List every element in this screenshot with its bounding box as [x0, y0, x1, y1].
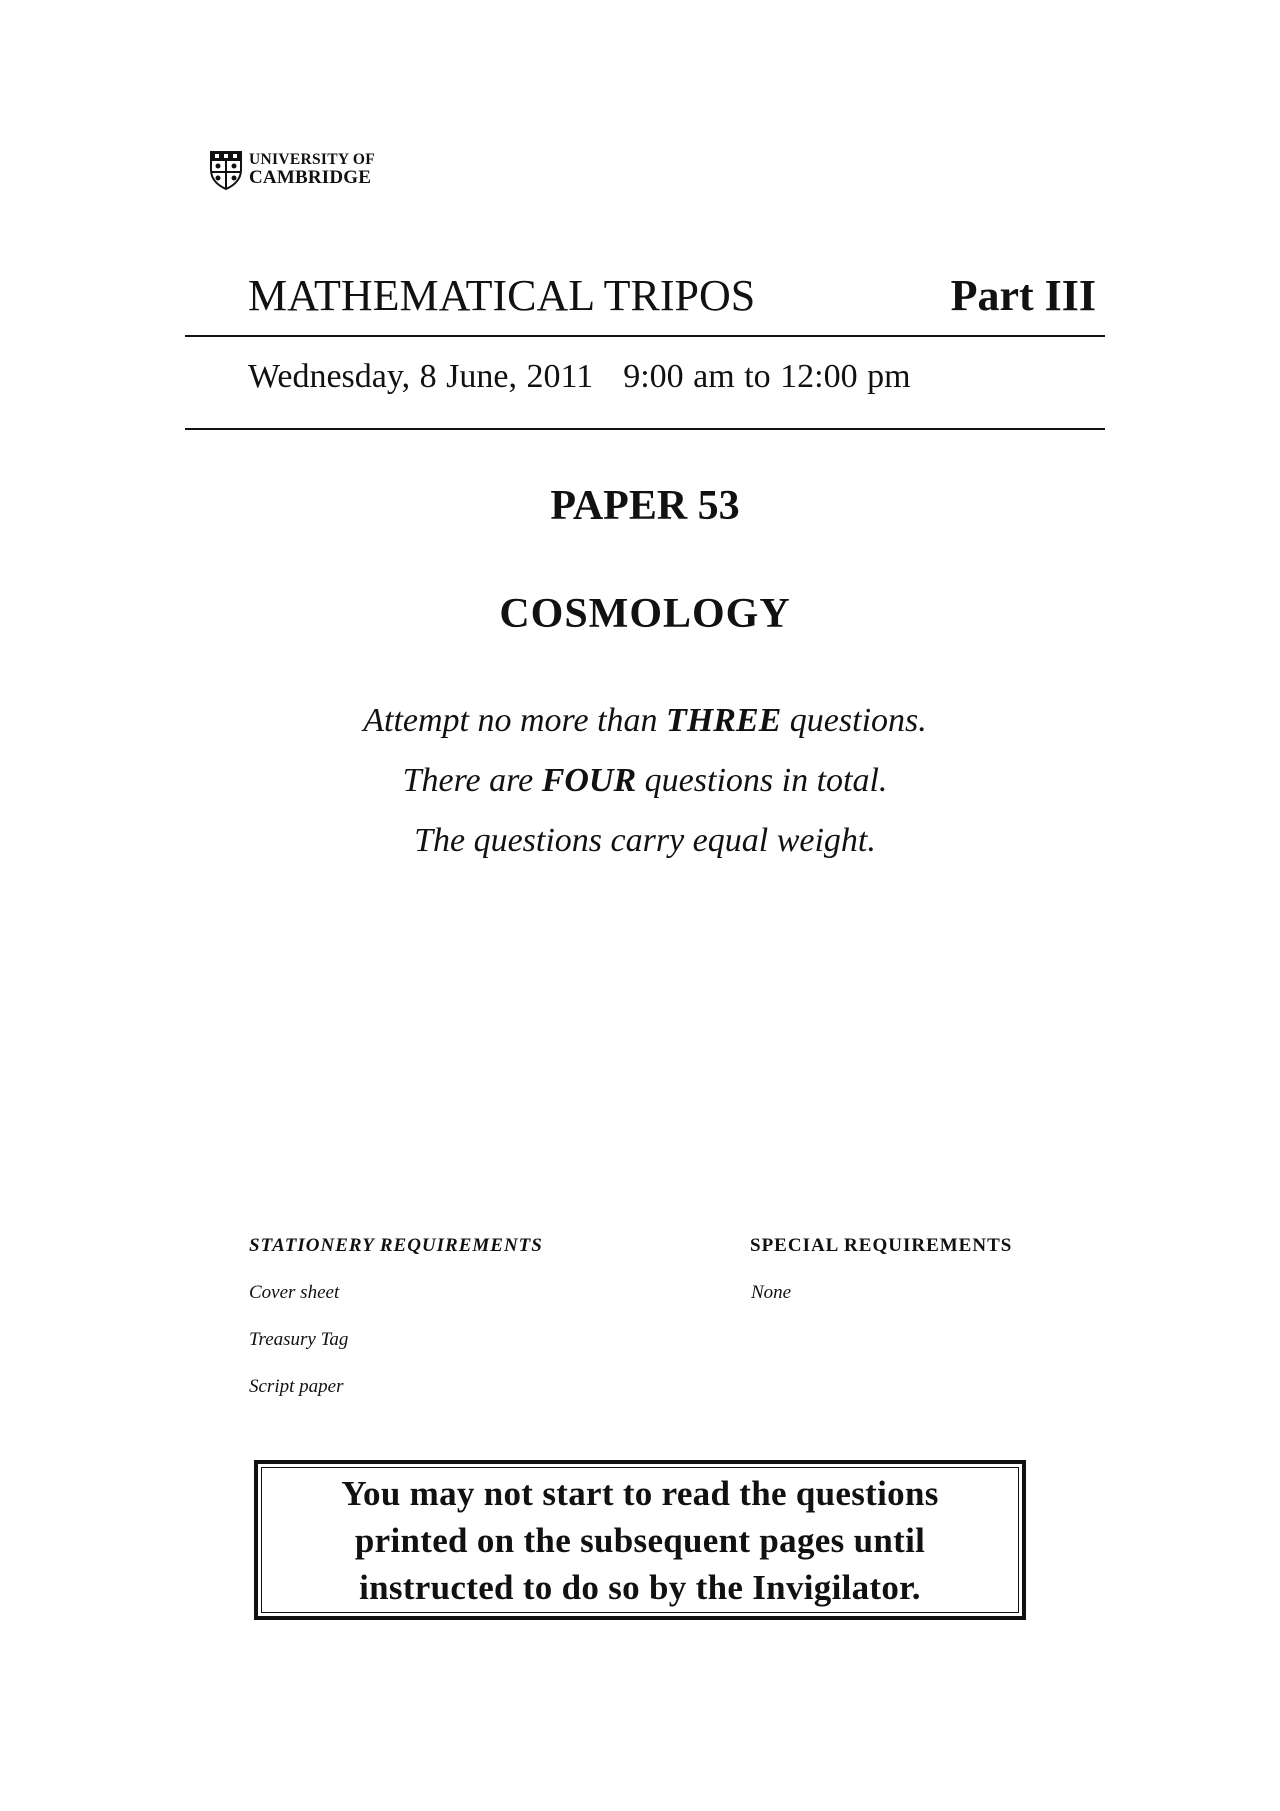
university-logo — [209, 150, 375, 190]
top-rule — [185, 335, 1105, 337]
instruction-line-1 — [0, 702, 1280, 740]
logo-line-2: CAMBRIDGE — [249, 167, 372, 189]
instruction-2-pre: There are — [402, 762, 542, 799]
exam-date-time — [248, 358, 911, 396]
special-item: None — [751, 1282, 792, 1303]
stationery-item: Script paper — [249, 1376, 344, 1397]
special-requirements-heading: SPECIAL REQUIREMENTS — [750, 1235, 1013, 1256]
instruction-1-post: questions. — [781, 702, 927, 739]
instruction-2-post: questions in total. — [636, 762, 888, 799]
logo-line-1: UNIVERSITY OF — [249, 150, 376, 168]
stationery-item: Cover sheet — [249, 1282, 340, 1303]
stationery-item: Treasury Tag — [249, 1329, 349, 1350]
bottom-rule — [185, 428, 1105, 430]
instruction-line-2 — [0, 762, 1280, 800]
instruction-1-bold: THREE — [666, 702, 782, 739]
notice-line-1: You may not start to read the questions — [341, 1473, 939, 1513]
exam-part: Part III — [950, 271, 1096, 320]
paper-subject: COSMOLOGY — [499, 591, 791, 637]
instruction-2-bold: FOUR — [541, 762, 637, 799]
instruction-line-3: The questions carry equal weight. — [414, 822, 876, 859]
notice-line-3: instructed to do so by the Invigilator. — [359, 1567, 921, 1607]
exam-title: MATHEMATICAL TRIPOS — [248, 271, 756, 320]
exam-date: Wednesday, 8 June, 2011 — [248, 358, 594, 395]
instruction-1-pre: Attempt no more than — [363, 702, 667, 739]
exam-time: 9:00 am to 12:00 pm — [623, 358, 911, 395]
paper-number: PAPER 53 — [550, 483, 740, 529]
notice-line-2: printed on the subsequent pages until — [354, 1520, 926, 1560]
crest-icon — [209, 150, 243, 190]
invigilator-notice — [254, 1460, 1026, 1620]
stationery-requirements-heading: STATIONERY REQUIREMENTS — [249, 1235, 543, 1256]
